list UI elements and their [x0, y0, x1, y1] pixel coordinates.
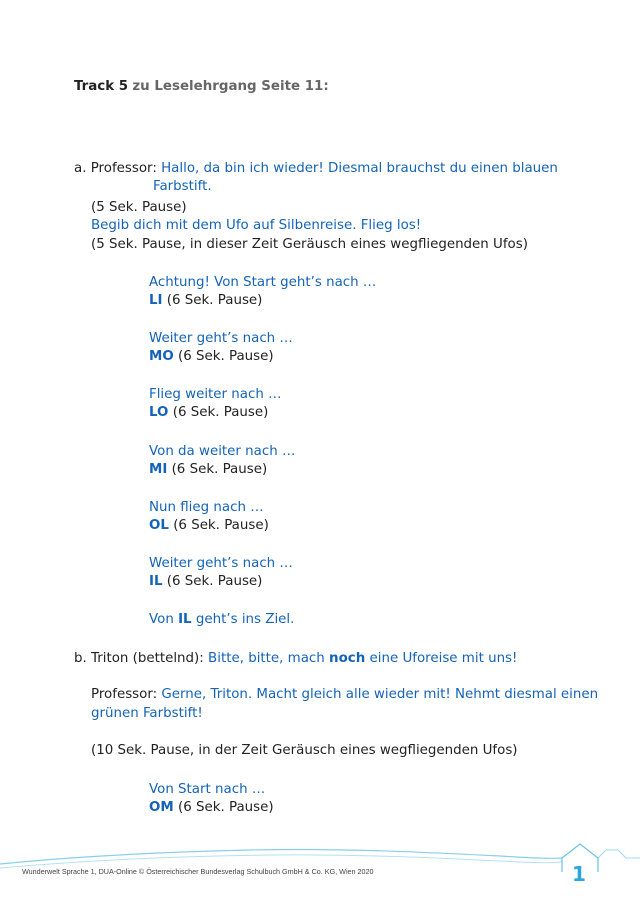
part-b-text-bold: noch: [329, 651, 366, 666]
part-b-step-pause: (6 Sek. Pause): [177, 800, 274, 815]
part-b-step-syllable: OM: [149, 800, 174, 815]
step-prompt: Nun flieg nach …: [149, 500, 264, 515]
step-pause: (6 Sek. Pause): [166, 293, 263, 308]
step-pause: (6 Sek. Pause): [177, 349, 274, 364]
step-pause: (6 Sek. Pause): [166, 574, 263, 589]
step-prompt: Achtung! Von Start geht’s nach …: [149, 275, 377, 290]
step-line: [149, 517, 269, 535]
goal-pre: Von: [149, 612, 174, 627]
goal-syllable: IL: [178, 612, 192, 627]
step-syllable: OL: [149, 518, 169, 533]
part-b-line1: [74, 650, 517, 668]
step-prompt: Von da weiter nach …: [149, 444, 296, 459]
step-line: [149, 292, 262, 310]
step-prompt: Weiter geht’s nach …: [149, 556, 293, 571]
part-b-professor-line1: [91, 686, 598, 704]
part-b-text-post: eine Uforeise mit uns!: [369, 651, 518, 666]
step-line: [149, 404, 268, 422]
part-a-professor-line1: Hallo, da bin ich wieder! Diesmal brauchst du einen blauen: [161, 161, 558, 176]
step-pause: (6 Sek. Pause): [172, 405, 269, 420]
footer-copyright: Wunderwelt Sprache 1, DUA-Online © Österreichischer Bundesverlag Schulbuch GmbH & Co. KG, Wien 2020: [22, 867, 374, 876]
part-a-instruction: Begib dich mit dem Ufo auf Silbenreise. Flieg los!: [91, 218, 422, 233]
part-b-step-line: [149, 799, 274, 817]
step-prompt: Flieg weiter nach …: [149, 387, 282, 402]
heading-rest: zu Leselehrgang Seite 11:: [132, 79, 329, 94]
part-a-label: a. Professor:: [74, 161, 157, 176]
part-b-professor-label: Professor:: [91, 687, 158, 702]
step-prompt: Weiter geht’s nach …: [149, 331, 293, 346]
part-a-pause1: (5 Sek. Pause): [91, 200, 187, 215]
goal-post: geht’s ins Ziel.: [195, 612, 295, 627]
part-a-pause2: (5 Sek. Pause, in dieser Zeit Geräusch eines wegfliegenden Ufos): [91, 237, 528, 252]
step-pause: (6 Sek. Pause): [173, 518, 269, 533]
heading-track: Track 5: [74, 79, 129, 94]
step-syllable: IL: [149, 574, 163, 589]
step-syllable: MO: [149, 349, 174, 364]
goal-line: [149, 611, 294, 629]
step-line: [149, 573, 262, 591]
part-b-step-prompt: Von Start nach …: [149, 782, 266, 797]
step-syllable: MI: [149, 462, 168, 477]
part-b-pause: (10 Sek. Pause, in der Zeit Geräusch eines wegfliegenden Ufos): [91, 743, 518, 758]
step-line: [149, 461, 267, 479]
page-heading: [74, 78, 329, 96]
part-b-professor-text: Gerne, Triton. Macht gleich alle wieder mit! Nehmt diesmal einen: [161, 687, 599, 702]
step-line: [149, 348, 274, 366]
part-a-line1-cont: Farbstift.: [153, 179, 212, 194]
part-b-label: b. Triton (bettelnd):: [74, 651, 204, 666]
page-number: 1: [572, 862, 586, 886]
step-syllable: LI: [149, 293, 163, 308]
part-a-line1: [74, 160, 558, 178]
step-syllable: LO: [149, 405, 169, 420]
part-b-professor-line2: grünen Farbstift!: [91, 706, 203, 721]
step-pause: (6 Sek. Pause): [171, 462, 268, 477]
part-b-text-pre: Bitte, bitte, mach: [208, 651, 325, 666]
